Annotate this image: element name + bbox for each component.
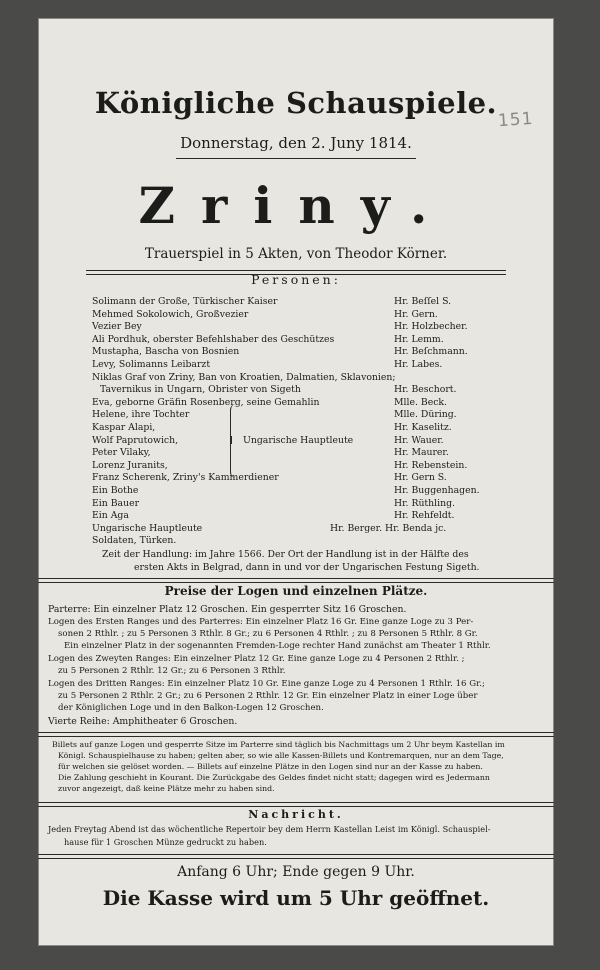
theatre-title: Königliche Schauspiele. — [94, 86, 498, 120]
cast-role: Ungarische Hauptleute — [92, 522, 203, 534]
price-line: Parterre: Ein einzelner Platz 12 Groschen. Ein gesperrter Sitz 16 Groschen. — [48, 604, 407, 615]
cast-actor: Hr. Rehfeldt. — [394, 510, 455, 522]
cast-role: Soldaten, Türken. — [92, 535, 177, 547]
nachricht-rule — [38, 802, 554, 807]
cast-heading: Personen: — [251, 272, 341, 287]
notice-line: Billets auf ganze Logen und gesperrte Sitze im Parterre sind täglich bis Nachmittags um 2 Uhr beym Kastellan im — [52, 740, 505, 749]
price-line: Logen des Zweyten Ranges: Ein einzelner Platz 12 Gr. Eine ganze Loge zu 4 Personen 2 Rthlr. ; — [48, 654, 465, 664]
cast-role: Franz Scherenk, Zriny's Kammerdiener — [92, 472, 279, 484]
footer-rule — [38, 854, 554, 859]
cast-role: Helene, ihre Tochter — [92, 409, 190, 421]
cast-role: Levy, Solimanns Leibarzt — [92, 359, 211, 370]
cast-actor: Mlle. Düring. — [394, 409, 457, 421]
nachricht-heading: Nachricht. — [248, 808, 344, 821]
performance-times: Anfang 6 Uhr; Ende gegen 9 Uhr. — [177, 864, 415, 880]
cast-actor: Hr. Gern S. — [394, 472, 447, 484]
notice-line: Die Zahlung geschieht in Kourant. Die Zurückgabe des Geldes findet nicht statt; dagegen wird es Jedermann — [58, 773, 490, 782]
cast-actor: Mlle. Beck. — [394, 396, 448, 408]
cast-actor: Hr. Beſſel S. — [394, 296, 452, 307]
playbill-paper — [38, 18, 554, 946]
box-office-notice: Die Kasse wird um 5 Uhr geöffnet. — [102, 886, 490, 910]
cast-actor: Hr. Beschort. — [394, 384, 457, 396]
cast-role: Ali Pordhuk, oberster Befehlshaber des Geschützes — [92, 333, 335, 345]
archive-number: 151 — [497, 108, 535, 132]
setting-line: ersten Akts in Belgrad, dann in und vor der Ungarischen Festung Sigeth. — [134, 562, 480, 573]
price-line: Logen des Ersten Ranges und des Parterres: Ein einzelner Platz 16 Gr. Eine ganze Loge zu 3 Per- — [48, 617, 474, 627]
prices-rule — [38, 578, 554, 583]
price-line: der Königlichen Loge und in den Balkon-Logen 12 Groschen. — [58, 703, 324, 713]
brace-label: Ungarische Hauptleute — [243, 435, 354, 446]
cast-actor: Hr. Labes. — [394, 359, 443, 370]
price-line: Ein einzelner Platz in der sogenannten Fremden-Loge rechter Hand zunächst am Theater 1 Rthlr. — [64, 641, 491, 651]
cast-actor: Hr. Lemm. — [394, 333, 444, 345]
cast-actor: Hr. Kaselitz. — [394, 422, 452, 433]
cast-actor: Hr. Maurer. — [394, 447, 449, 459]
play-subtitle: Trauerspiel in 5 Akten, von Theodor Körner. — [144, 246, 448, 262]
price-line: Vierte Reihe: Amphitheater 6 Groschen. — [48, 716, 238, 727]
cast-role: Eva, geborne Gräfin Rosenberg, seine Gemahlin — [92, 396, 320, 408]
notice-line: für welchen sie gelöset worden. — Billets auf einzelne Plätze in den Logen sind nur an der Kasse zu haben. — [58, 762, 483, 771]
header-rule — [176, 158, 416, 159]
price-line: sonen 2 Rthlr. ; zu 5 Personen 3 Rthlr. 8 Gr.; zu 6 Personen 4 Rthlr. ; zu 8 Personen 5 Rthlr. 8 Gr. — [58, 629, 478, 639]
cast-role: Ein Aga — [92, 510, 129, 522]
notice-rule — [38, 732, 554, 737]
cast-actor: Hr. Beſchmann. — [394, 346, 468, 358]
cast-actor: Hr. Holzbecher. — [394, 321, 468, 333]
cast-actor: Hr. Rebenstein. — [394, 459, 468, 471]
cast-actor: Hr. Berger. Hr. Benda jc. — [330, 522, 447, 534]
cast-actor: Hr. Rüthling. — [394, 497, 455, 509]
cast-brace-tip — [225, 436, 232, 444]
performance-date: Donnerstag, den 2. Juny 1814. — [180, 134, 412, 152]
cast-role: Wolf Paprutowich, — [92, 434, 179, 446]
cast-role: Ein Bothe — [92, 485, 139, 496]
cast-role: Ein Bauer — [92, 497, 140, 509]
cast-role: Lorenz Juranits, — [92, 459, 168, 471]
play-title: Zriny. — [138, 176, 454, 235]
cast-role: Kaspar Alapi, — [92, 422, 156, 433]
cast-actor: Hr. Buggenhagen. — [394, 485, 480, 496]
nachricht-line: hause für 1 Groschen Münze gedruckt zu haben. — [64, 837, 267, 847]
cast-role: Niklas Graf von Zriny, Ban von Kroatien, Dalmatien, Sklavonien; — [92, 371, 396, 383]
nachricht-line: Jeden Freytag Abend ist das wöchentliche Repertoir bey dem Herrn Kastellan Leist im Königl. Schauspiel- — [48, 824, 491, 834]
setting-line: Zeit der Handlung: im Jahre 1566. Der Ort der Handlung ist in der Hälfte des — [102, 549, 469, 560]
cast-actor: Hr. Wauer. — [394, 434, 444, 446]
notice-line: Königl. Schauspielhause zu haben; gelten aber, so wie alle Kassen-Billets und Kontremarquen, nur an dem Tage, — [58, 751, 504, 760]
cast-role: Peter Vilaky, — [92, 447, 151, 459]
cast-role: Vezier Bey — [92, 321, 142, 333]
cast-role: Tavernikus in Ungarn, Obrister von Sigeth — [100, 384, 301, 396]
cast-role: Solimann der Große, Türkischer Kaiser — [92, 296, 278, 307]
price-line: Logen des Dritten Ranges: Ein einzelner Platz 10 Gr. Eine ganze Loge zu 4 Personen 1 Rthlr. 16 Gr.; — [48, 679, 485, 689]
notice-line: zuvor angezeigt, daß keine Plätze mehr zu haben sind. — [58, 784, 275, 793]
cast-role: Mehmed Sokolowich, Großvezier — [92, 308, 249, 320]
cast-role: Mustapha, Bascha von Bosnien — [92, 346, 240, 358]
cast-actor: Hr. Gern. — [394, 308, 438, 320]
price-line: zu 5 Personen 2 Rthlr. 2 Gr.; zu 6 Personen 2 Rthlr. 12 Gr. Ein einzelner Platz in einer Loge über — [58, 691, 478, 701]
price-line: zu 5 Personen 2 Rthlr. 12 Gr.; zu 6 Personen 3 Rthlr. — [58, 666, 286, 676]
prices-heading: Preise der Logen und einzelnen Plätze. — [164, 584, 428, 598]
